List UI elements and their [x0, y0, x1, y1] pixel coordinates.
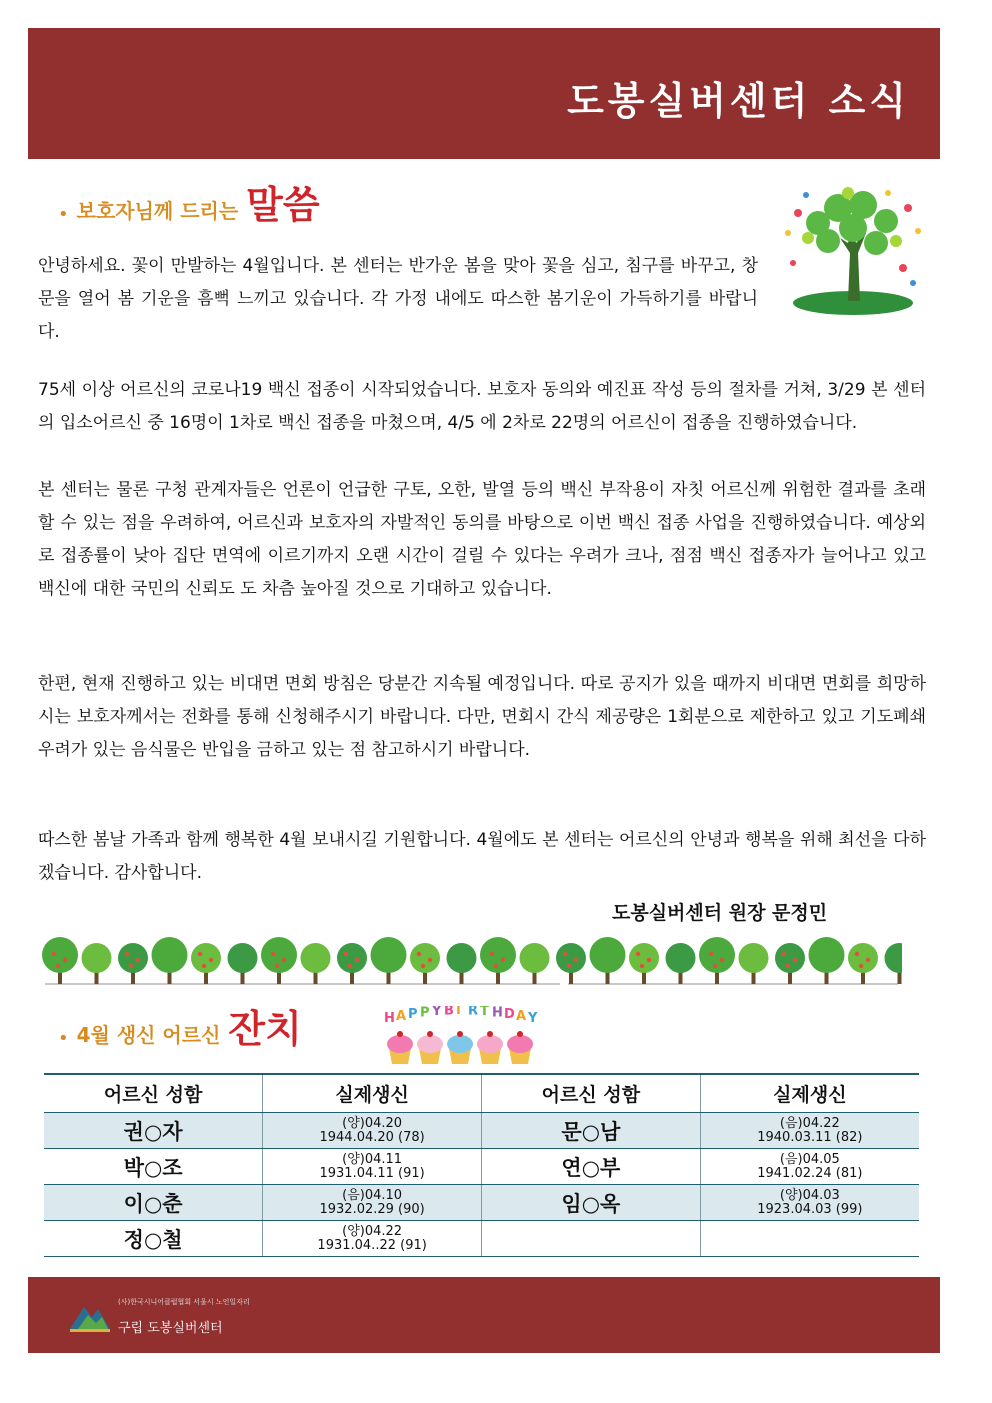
small-tree-icon: [410, 943, 440, 984]
elder-name: 이○춘: [44, 1185, 263, 1221]
birthday-this-year: (양)04.20: [342, 1115, 403, 1131]
small-tree-icon: [301, 943, 331, 984]
cupcake-icon: [387, 1031, 413, 1064]
small-tree-icon: [775, 943, 805, 984]
paragraph-safety: 본 센터는 물론 구청 관계자들은 언론이 언급한 구토, 오한, 발열 등의 백신 부작용이 자칫 어르신께 위험한 결과를 초래할 수 있는 점을 우려하여, 어르신과 보호자의 자발적인 동의를 바탕으로 이번 백신 접종 사업을 진행하였습니다. 예상외로 접종률이 낮아 집단 면역에 이르기까지 오랜 시간이 걸릴 수 있다는 우려가 크나, 점점 백신 접종자가 늘어나고 있고 백신에 대한 국민의 신뢰도 도 차츰 높아질 것으로 기대하고 있습니다.: [38, 480, 926, 599]
elder-name: [482, 1221, 701, 1257]
cupcake-icon: [477, 1031, 503, 1064]
banner-letter: R: [468, 1006, 479, 1019]
small-tree-icon: [337, 943, 367, 984]
small-tree-icon: [480, 937, 516, 984]
elder-name: 정○철: [44, 1221, 263, 1257]
cupcake-icon: [417, 1031, 443, 1064]
heading-big: 잔치: [228, 1007, 302, 1051]
small-tree-icon: [590, 937, 626, 984]
small-tree-icon: [556, 943, 586, 984]
elder-name: 권○자: [44, 1113, 263, 1149]
paragraph-greeting: 안녕하세요. 꽃이 만발하는 4월입니다. 본 센터는 반가운 봄을 맞아 꽃을 심고, 침구를 바꾸고, 창문을 열어 봄 기운을 흠뻑 느끼고 있습니다. 각 가정 내에도 따스한 봄기운이 가득하기를 바랍니다.: [38, 256, 758, 342]
heading-big: 말씀: [246, 183, 320, 227]
footer-org-small: (사)한국시니어클럽협회 서울시 노인일자리: [118, 1298, 250, 1306]
signature: 도봉실버센터 원장 문정민: [612, 902, 828, 924]
tree-illustration: [778, 183, 928, 318]
happy-birthday-cupcakes: [378, 1006, 543, 1068]
heading-small: 4월 생신 어르신: [76, 1023, 221, 1047]
small-tree-icon: [42, 937, 78, 984]
banner-letter: Y: [432, 1006, 442, 1020]
small-tree-icon: [629, 943, 659, 984]
banner-letter: I: [456, 1006, 461, 1018]
birthday-this-year: (양)04.11: [342, 1151, 403, 1167]
column-header: 실제생신: [263, 1074, 482, 1113]
section-heading-message: [58, 183, 320, 227]
birthday-cell: [700, 1185, 919, 1221]
section-heading-birthday: [58, 1007, 302, 1051]
banner-letter: H: [384, 1011, 395, 1026]
column-header: 어르신 성함: [482, 1074, 701, 1113]
bullet: •: [58, 204, 69, 225]
small-tree-icon: [848, 943, 878, 984]
small-tree-icon: [191, 943, 221, 984]
birthday-cell: [263, 1185, 482, 1221]
birthday-cell: [700, 1113, 919, 1149]
cupcake-icon: [507, 1031, 533, 1064]
table-row: [44, 1149, 919, 1185]
small-tree-icon: [885, 943, 903, 984]
small-tree-icon: [520, 943, 550, 984]
birthday-cell: [263, 1149, 482, 1185]
birth-date: 1940.03.11 (82): [757, 1129, 863, 1145]
small-tree-icon: [152, 937, 188, 984]
birth-date: 1941.02.24 (81): [757, 1165, 863, 1181]
tree-row-decoration: [40, 932, 902, 990]
elder-name: 문○남: [482, 1113, 701, 1149]
small-tree-icon: [261, 937, 297, 984]
small-tree-icon: [228, 943, 258, 984]
banner-letter: P: [408, 1007, 418, 1022]
small-tree-icon: [809, 937, 845, 984]
footer-org-name: 구립 도봉실버센터: [118, 1321, 223, 1336]
birth-date: 1931.04.11 (91): [319, 1165, 425, 1181]
mountain-logo-icon: [68, 1299, 112, 1333]
banner-letter: Y: [528, 1011, 538, 1026]
banner-letter: A: [396, 1008, 407, 1024]
small-tree-icon: [447, 943, 477, 984]
banner-letter: D: [504, 1007, 515, 1022]
elder-name: 연○부: [482, 1149, 701, 1185]
banner-letter: H: [492, 1006, 503, 1021]
birthday-cell: [700, 1149, 919, 1185]
column-header: 어르신 성함: [44, 1074, 263, 1113]
small-tree-icon: [118, 943, 148, 984]
paragraph-closing: 따스한 봄날 가족과 함께 행복한 4월 보내시길 기원합니다. 4월에도 본 센터는 어르신의 안녕과 행복을 위해 최선을 다하겠습니다. 감사합니다.: [38, 830, 926, 883]
birth-date: 1932.02.29 (90): [319, 1201, 425, 1217]
cupcake-icon: [447, 1031, 473, 1064]
table-header-row: [44, 1074, 919, 1113]
column-header: 실제생신: [700, 1074, 919, 1113]
elder-name: 박○조: [44, 1149, 263, 1185]
birthday-this-year: (음)04.10: [342, 1187, 403, 1203]
elder-name: 임○옥: [482, 1185, 701, 1221]
small-tree-icon: [739, 943, 769, 984]
newsletter-title: 도봉실버센터 소식: [567, 79, 910, 123]
banner-letter: B: [444, 1006, 454, 1019]
birth-date: 1944.04.20 (78): [319, 1129, 425, 1145]
banner-letter: P: [420, 1006, 430, 1021]
birthday-cell: [263, 1113, 482, 1149]
birth-date: 1931.04..22 (91): [317, 1237, 427, 1253]
paragraph-vaccine: 75세 이상 어르신의 코로나19 백신 접종이 시작되었습니다. 보호자 동의와 예진표 작성 등의 절차를 거쳐, 3/29 본 센터의 입소어르신 중 16명이 1차로 백신 접종을 마쳤으며, 4/5 에 2차로 22명의 어르신이 접종을 진행하였습니다.: [38, 380, 926, 433]
heading-small: 보호자님께 드리는: [76, 199, 239, 223]
bullet: •: [58, 1028, 69, 1049]
table-row: [44, 1113, 919, 1149]
header-band: [28, 28, 940, 159]
birthday-cell: [700, 1221, 919, 1257]
small-tree-icon: [371, 937, 407, 984]
banner-letter: A: [516, 1008, 527, 1024]
table-row: [44, 1185, 919, 1221]
birthday-this-year: (양)04.22: [342, 1223, 403, 1239]
small-tree-icon: [666, 943, 696, 984]
footer-band: [28, 1277, 940, 1353]
small-tree-icon: [699, 937, 735, 984]
birthday-table: [44, 1073, 919, 1257]
birthday-cell: [263, 1221, 482, 1257]
birthday-this-year: (음)04.05: [779, 1151, 840, 1167]
paragraph-visits: 한편, 현재 진행하고 있는 비대면 면회 방침은 당분간 지속될 예정입니다. 따로 공지가 있을 때까지 비대면 면회를 희망하시는 보호자께서는 전화를 통해 신청해주시기 바랍니다. 다만, 면회시 간식 제공량은 1회분으로 제한하고 있고 기도폐쇄 우려가 있는 음식물은 반입을 금하고 있는 점 참고하시기 바랍니다.: [38, 674, 926, 760]
table-row: [44, 1221, 919, 1257]
banner-letter: T: [480, 1006, 489, 1020]
birthday-this-year: (양)04.03: [779, 1187, 840, 1203]
birthday-this-year: (음)04.22: [779, 1115, 840, 1131]
small-tree-icon: [82, 943, 112, 984]
birth-date: 1923.04.03 (99): [757, 1201, 863, 1217]
